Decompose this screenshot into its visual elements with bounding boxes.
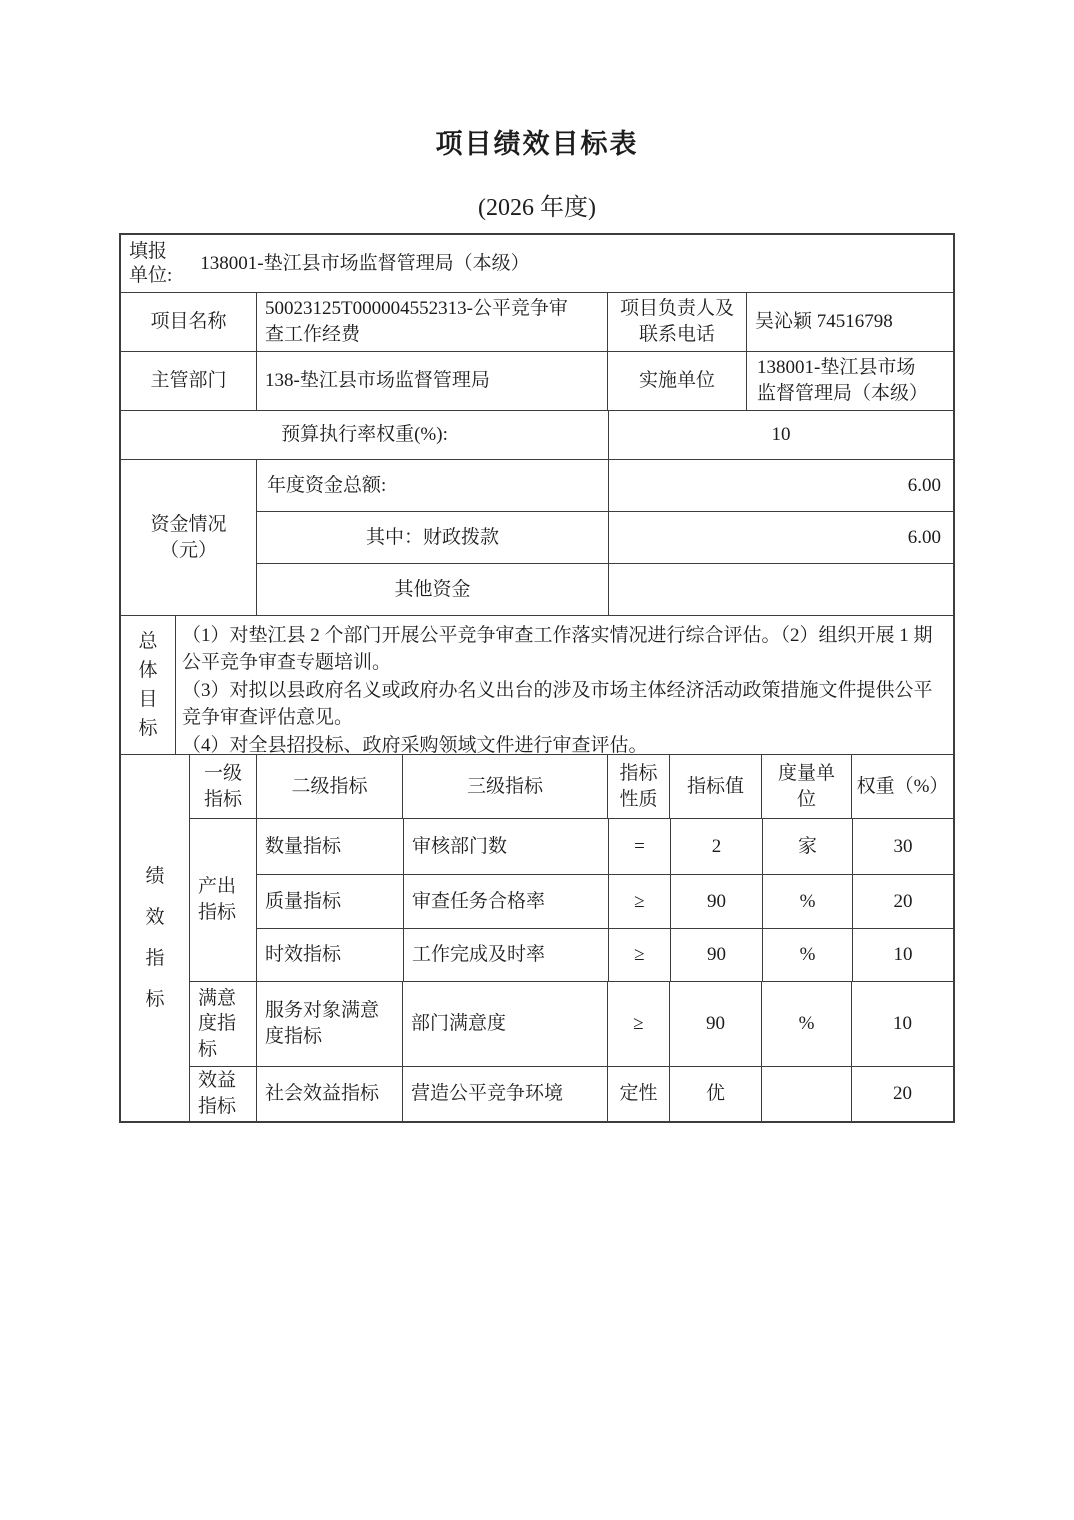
funding-other-label: 其他资金 (394, 578, 471, 600)
cell-level2: 时效指标 (265, 944, 342, 966)
cell-level3: 审查任务合格率 (403, 875, 608, 928)
row-project (121, 293, 953, 352)
cell-level3: 工作完成及时率 (403, 929, 608, 981)
header-value: 指标值 (669, 755, 761, 818)
table-row (257, 819, 953, 875)
cell-level3: 营造公平竞争环境 (402, 1067, 607, 1121)
indicator-group-satisfaction (190, 982, 953, 1067)
cell-unit: % (761, 982, 851, 1066)
funding-label-line1: 资金情况 (150, 513, 227, 535)
cell-weight: 10 (852, 929, 953, 981)
cell-weight: 10 (851, 982, 953, 1066)
cell-value: 90 (670, 929, 762, 981)
funding-total-label: 年度资金总额: (267, 474, 387, 496)
cell-nature: ≥ (608, 875, 670, 928)
overall-goal-text (175, 616, 953, 754)
funding-label-line2: （元） (159, 539, 217, 561)
cell-unit (761, 1067, 851, 1121)
funding-total-value: 6.00 (608, 460, 953, 511)
dept-label: 主管部门 (150, 370, 227, 392)
goal-char-2: 体 (138, 660, 158, 681)
cell-level3: 部门满意度 (402, 982, 607, 1066)
indicator-group-benefit (190, 1067, 953, 1121)
row-budget-weight (121, 411, 953, 460)
cell-level2: 数量指标 (265, 835, 342, 857)
table-row (257, 929, 953, 981)
cell-weight: 20 (852, 875, 953, 928)
cell-nature: = (608, 819, 670, 874)
goal-paragraph-1: （1）对垫江县 2 个部门开展公平竞争审查工作落实情况进行综合评估。（2）组织开展 1 期公平竞争审查专题培训。 (181, 625, 933, 674)
funding-fiscal-value: 6.00 (608, 512, 953, 563)
funding-row-total (257, 460, 953, 512)
page-title: 项目绩效目标表 (435, 129, 639, 159)
report-unit-value: 138001-垫江县市场监督管理局（本级） (200, 252, 530, 274)
overall-goal-label (121, 616, 175, 754)
goal-char-1: 总 (138, 631, 158, 652)
group-output-rows (256, 819, 953, 981)
project-name-label: 项目名称 (150, 311, 227, 333)
header-level1: 一级指标 (203, 762, 242, 810)
report-unit-cell (121, 235, 953, 292)
perf-char-1: 绩 (145, 866, 165, 887)
indicator-group-output (190, 819, 953, 982)
report-unit-label-line1: 填报 (129, 240, 168, 262)
cell-nature: ≥ (607, 982, 669, 1066)
impl-unit-value: 138001-垫江县市场监督管理局（本级） (746, 352, 950, 410)
group-benefit-label: 效益指标 (198, 1070, 237, 1117)
budget-weight-value: 10 (608, 411, 953, 459)
funding-row-fiscal (257, 512, 953, 564)
goal-paragraph-2: （3）对拟以县政府名义或政府办名义出台的涉及市场主体经济活动政策措施文件提供公平竞争审查评估意见。 (181, 679, 933, 729)
perf-char-4: 标 (145, 989, 165, 1010)
impl-unit-label: 实施单位 (607, 352, 746, 410)
performance-section-label (121, 755, 189, 1121)
group-output-label: 产出指标 (198, 876, 237, 923)
budget-weight-label: 预算执行率权重(%): (281, 424, 448, 446)
table-row (257, 875, 953, 929)
funding-other-value (608, 564, 953, 615)
goal-char-4: 标 (138, 718, 158, 739)
report-unit-label (121, 240, 172, 288)
header-nature: 指标性质 (607, 755, 669, 818)
goal-paragraph-3: （4）对全县招投标、政府采购领域文件进行审查评估。 (181, 734, 648, 756)
cell-weight: 30 (852, 819, 953, 874)
project-leader-label: 项目负责人及联系电话 (607, 293, 746, 351)
performance-target-table (119, 233, 955, 1123)
row-report-unit (121, 235, 953, 293)
cell-value: 2 (670, 819, 762, 874)
cell-value: 90 (670, 875, 762, 928)
funding-row-other (257, 564, 953, 615)
header-weight: 权重（%） (851, 755, 953, 818)
cell-value: 90 (669, 982, 761, 1066)
goal-char-3: 目 (138, 689, 158, 710)
row-funding (121, 460, 953, 616)
cell-level2: 社会效益指标 (256, 1067, 402, 1121)
row-overall-goal (121, 616, 953, 755)
row-department (121, 352, 953, 411)
header-level2: 二级指标 (256, 755, 402, 818)
funding-fiscal-label: 其中：财政拨款 (365, 526, 499, 548)
cell-nature: ≥ (608, 929, 670, 981)
group-satisfaction-label: 满意度指标 (198, 987, 237, 1060)
project-leader-value: 吴沁颖 74516798 (746, 293, 950, 351)
row-performance-indicators (121, 755, 953, 1121)
cell-level2: 服务对象满意度指标 (256, 982, 402, 1066)
cell-nature: 定性 (607, 1067, 669, 1121)
cell-unit: % (762, 929, 852, 981)
dept-value: 138-垫江县市场监督管理局 (256, 352, 607, 410)
cell-level2: 质量指标 (265, 890, 342, 912)
cell-value: 优 (669, 1067, 761, 1121)
cell-unit: % (762, 875, 852, 928)
cell-weight: 20 (851, 1067, 953, 1121)
perf-char-2: 效 (145, 907, 165, 928)
funding-section-label (121, 460, 256, 615)
page-subtitle: (2026 年度) (478, 195, 596, 221)
cell-level3: 审核部门数 (403, 819, 608, 874)
header-level3: 三级指标 (402, 755, 607, 818)
perf-char-3: 指 (145, 948, 165, 969)
cell-unit: 家 (762, 819, 852, 874)
header-unit: 度量单位 (761, 755, 851, 818)
project-name-value: 50023125T000004552313-公平竞争审查工作经费 (256, 293, 607, 351)
report-unit-label-line2: 单位: (129, 264, 173, 286)
indicator-table (189, 755, 953, 1121)
indicator-header-row (190, 755, 953, 819)
funding-rows (256, 460, 953, 615)
